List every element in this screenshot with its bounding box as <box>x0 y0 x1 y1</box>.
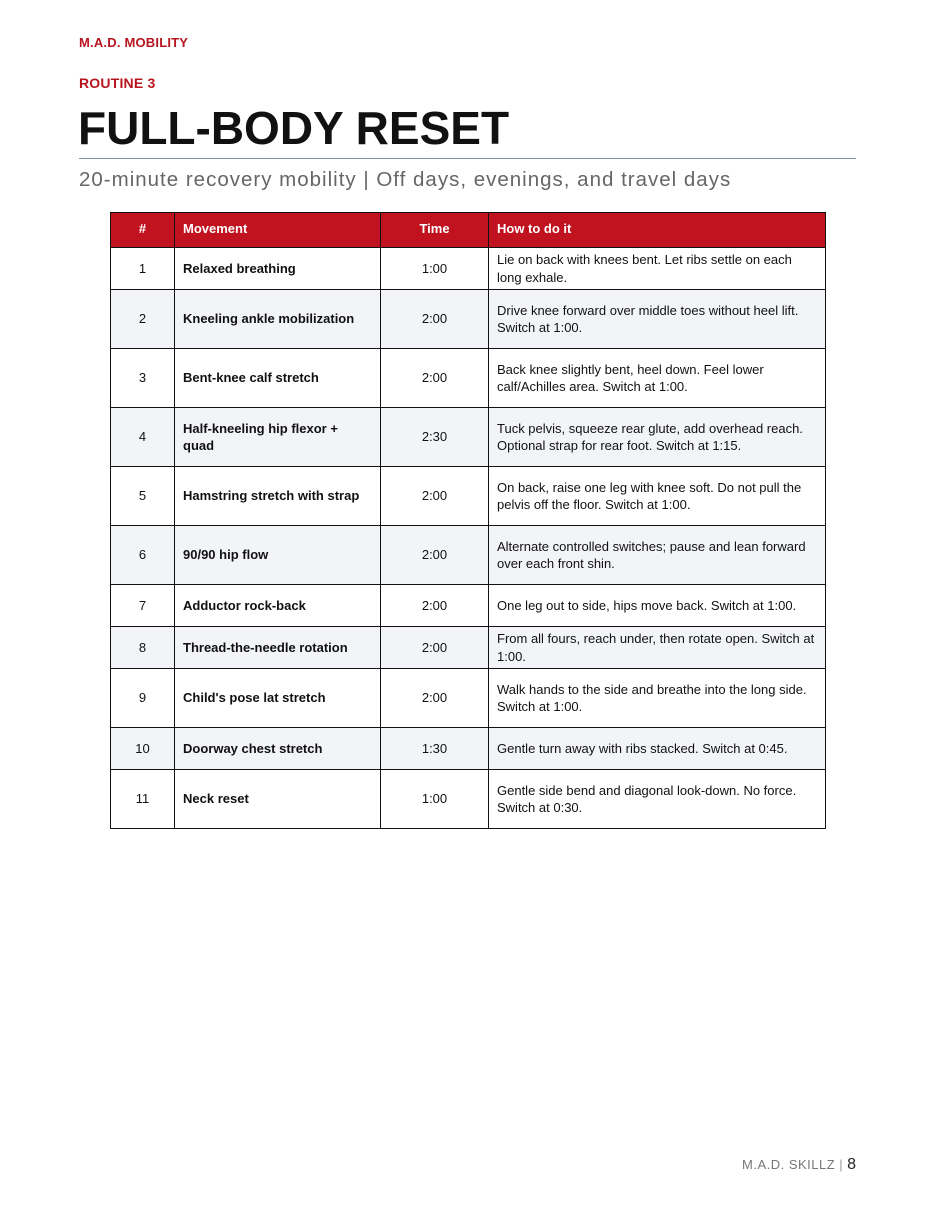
page-title: FULL-BODY RESET <box>78 102 510 154</box>
row-number: 5 <box>111 467 175 526</box>
row-how: Gentle turn away with ribs stacked. Switch at 0:45. <box>489 728 826 770</box>
row-movement: Relaxed breathing <box>175 248 381 290</box>
row-number: 8 <box>111 627 175 669</box>
row-movement: Adductor rock-back <box>175 585 381 627</box>
column-header-number: # <box>111 213 175 248</box>
row-number: 9 <box>111 669 175 728</box>
row-time: 1:30 <box>381 728 489 770</box>
row-time: 1:00 <box>381 248 489 290</box>
row-time: 2:00 <box>381 290 489 349</box>
table-row <box>111 248 826 290</box>
row-time: 1:00 <box>381 770 489 829</box>
row-time: 2:00 <box>381 627 489 669</box>
row-movement: Doorway chest stretch <box>175 728 381 770</box>
routine-label: ROUTINE 3 <box>79 75 156 91</box>
row-movement: Hamstring stretch with strap <box>175 467 381 526</box>
page-number: 8 <box>847 1156 856 1173</box>
footer-separator: | <box>839 1157 844 1172</box>
table-header-row <box>111 213 826 248</box>
row-time: 2:30 <box>381 408 489 467</box>
footer-brand: M.A.D. SKILLZ <box>742 1157 836 1172</box>
row-movement: Bent-knee calf stretch <box>175 349 381 408</box>
routine-table <box>110 212 826 829</box>
page-subtitle: 20-minute recovery mobility | Off days, evenings, and travel days <box>79 168 732 191</box>
row-time: 2:00 <box>381 585 489 627</box>
column-header-movement: Movement <box>175 213 381 248</box>
column-header-time: Time <box>381 213 489 248</box>
row-how: From all fours, reach under, then rotate open. Switch at 1:00. <box>489 627 826 669</box>
table-row <box>111 408 826 467</box>
row-time: 2:00 <box>381 526 489 585</box>
table-row <box>111 349 826 408</box>
row-time: 2:00 <box>381 467 489 526</box>
row-movement: Half-kneeling hip flexor + quad <box>175 408 381 467</box>
row-how: Gentle side bend and diagonal look-down. No force. Switch at 0:30. <box>489 770 826 829</box>
row-how: Back knee slightly bent, heel down. Feel lower calf/Achilles area. Switch at 1:00. <box>489 349 826 408</box>
row-how: Lie on back with knees bent. Let ribs settle on each long exhale. <box>489 248 826 290</box>
table-row <box>111 669 826 728</box>
row-time: 2:00 <box>381 349 489 408</box>
row-how: Alternate controlled switches; pause and lean forward over each front shin. <box>489 526 826 585</box>
row-movement: Neck reset <box>175 770 381 829</box>
page-footer <box>742 1156 856 1174</box>
row-number: 4 <box>111 408 175 467</box>
row-how: Walk hands to the side and breathe into the long side. Switch at 1:00. <box>489 669 826 728</box>
row-number: 2 <box>111 290 175 349</box>
row-movement: 90/90 hip flow <box>175 526 381 585</box>
row-number: 7 <box>111 585 175 627</box>
title-rule <box>79 158 856 159</box>
row-number: 10 <box>111 728 175 770</box>
row-how: One leg out to side, hips move back. Switch at 1:00. <box>489 585 826 627</box>
row-movement: Thread-the-needle rotation <box>175 627 381 669</box>
row-number: 3 <box>111 349 175 408</box>
row-time: 2:00 <box>381 669 489 728</box>
row-movement: Kneeling ankle mobilization <box>175 290 381 349</box>
column-header-how: How to do it <box>489 213 826 248</box>
brand-label: M.A.D. MOBILITY <box>79 35 189 50</box>
row-number: 6 <box>111 526 175 585</box>
table-row <box>111 290 826 349</box>
table-row <box>111 585 826 627</box>
row-number: 11 <box>111 770 175 829</box>
row-number: 1 <box>111 248 175 290</box>
table-row <box>111 728 826 770</box>
row-how: Drive knee forward over middle toes without heel lift. Switch at 1:00. <box>489 290 826 349</box>
table-row <box>111 467 826 526</box>
row-how: On back, raise one leg with knee soft. Do not pull the pelvis off the floor. Switch at 1:00. <box>489 467 826 526</box>
table-row <box>111 526 826 585</box>
table-row <box>111 627 826 669</box>
row-how: Tuck pelvis, squeeze rear glute, add overhead reach. Optional strap for rear foot. Switch at 1:15. <box>489 408 826 467</box>
table-row <box>111 770 826 829</box>
row-movement: Child's pose lat stretch <box>175 669 381 728</box>
